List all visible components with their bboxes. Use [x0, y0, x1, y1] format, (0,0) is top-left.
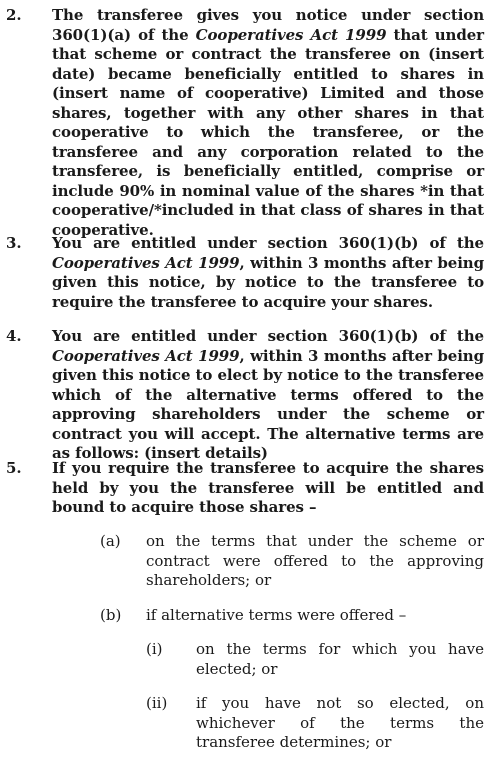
- clause-text: If you require the transferee to acquire the shares held by you the transferee will be entitled and bound to acquire those shares –: [52, 459, 484, 516]
- clause-4: [6, 327, 484, 464]
- subsubclause-i: [146, 640, 484, 679]
- clause-text: The transferee gives you notice under section 360(1)(a) of the Cooperatives Act 1999 that under that scheme or contract the transferee on (insert date) became beneficially entitled to shares in (insert name of cooperative) Limited and those shares, together with any other shares in that cooperative to which the transferee, or the transferee and any corporation related to the transferee, is beneficially entitled, comprise or include 90% in nominal value of the shares *in that cooperative/*included in that class of shares in that cooperative.: [52, 6, 484, 239]
- clause-number: 5.: [6, 459, 22, 477]
- clause-2: [6, 6, 484, 240]
- act-name: Cooperatives Act 1999: [52, 346, 240, 365]
- subclause-text: if alternative terms were offered –: [146, 606, 407, 624]
- clause-text: You are entitled under section 360(1)(b) of the Cooperatives Act 1999, within 3 months after being given this notice to elect by notice to the transferee which of the alternative terms offered to the approving shareholders under the scheme or contract you will accept. The alternative terms are as follows: (insert details): [52, 327, 485, 462]
- subclause-b: [100, 606, 484, 626]
- act-name: Cooperatives Act 1999: [195, 25, 387, 44]
- clause-5: [6, 459, 484, 518]
- act-name: Cooperatives Act 1999: [52, 253, 240, 272]
- subclause-text: on the terms that under the scheme or contract were offered to the approving shareholders; or: [146, 532, 484, 589]
- clause-3: [6, 234, 484, 312]
- subsubclause-text: if you have not so elected, on whichever of the terms the transferee determines; or: [196, 694, 484, 751]
- subsubclause-ii: [146, 694, 484, 753]
- subsubclause-label: (ii): [146, 694, 168, 712]
- subsubclause-label: (i): [146, 640, 163, 658]
- subclause-label: (a): [100, 532, 121, 550]
- clause-number: 2.: [6, 6, 22, 24]
- clause-number: 3.: [6, 234, 22, 252]
- subclause-a: [100, 532, 484, 591]
- subsubclause-text: on the terms for which you have elected; or: [196, 640, 484, 678]
- clause-number: 4.: [6, 327, 22, 345]
- subclause-label: (b): [100, 606, 122, 624]
- clause-text: You are entitled under section 360(1)(b) of the Cooperatives Act 1999, within 3 months after being given this notice, by notice to the transferee to require the transferee to acquire your shares.: [52, 234, 485, 311]
